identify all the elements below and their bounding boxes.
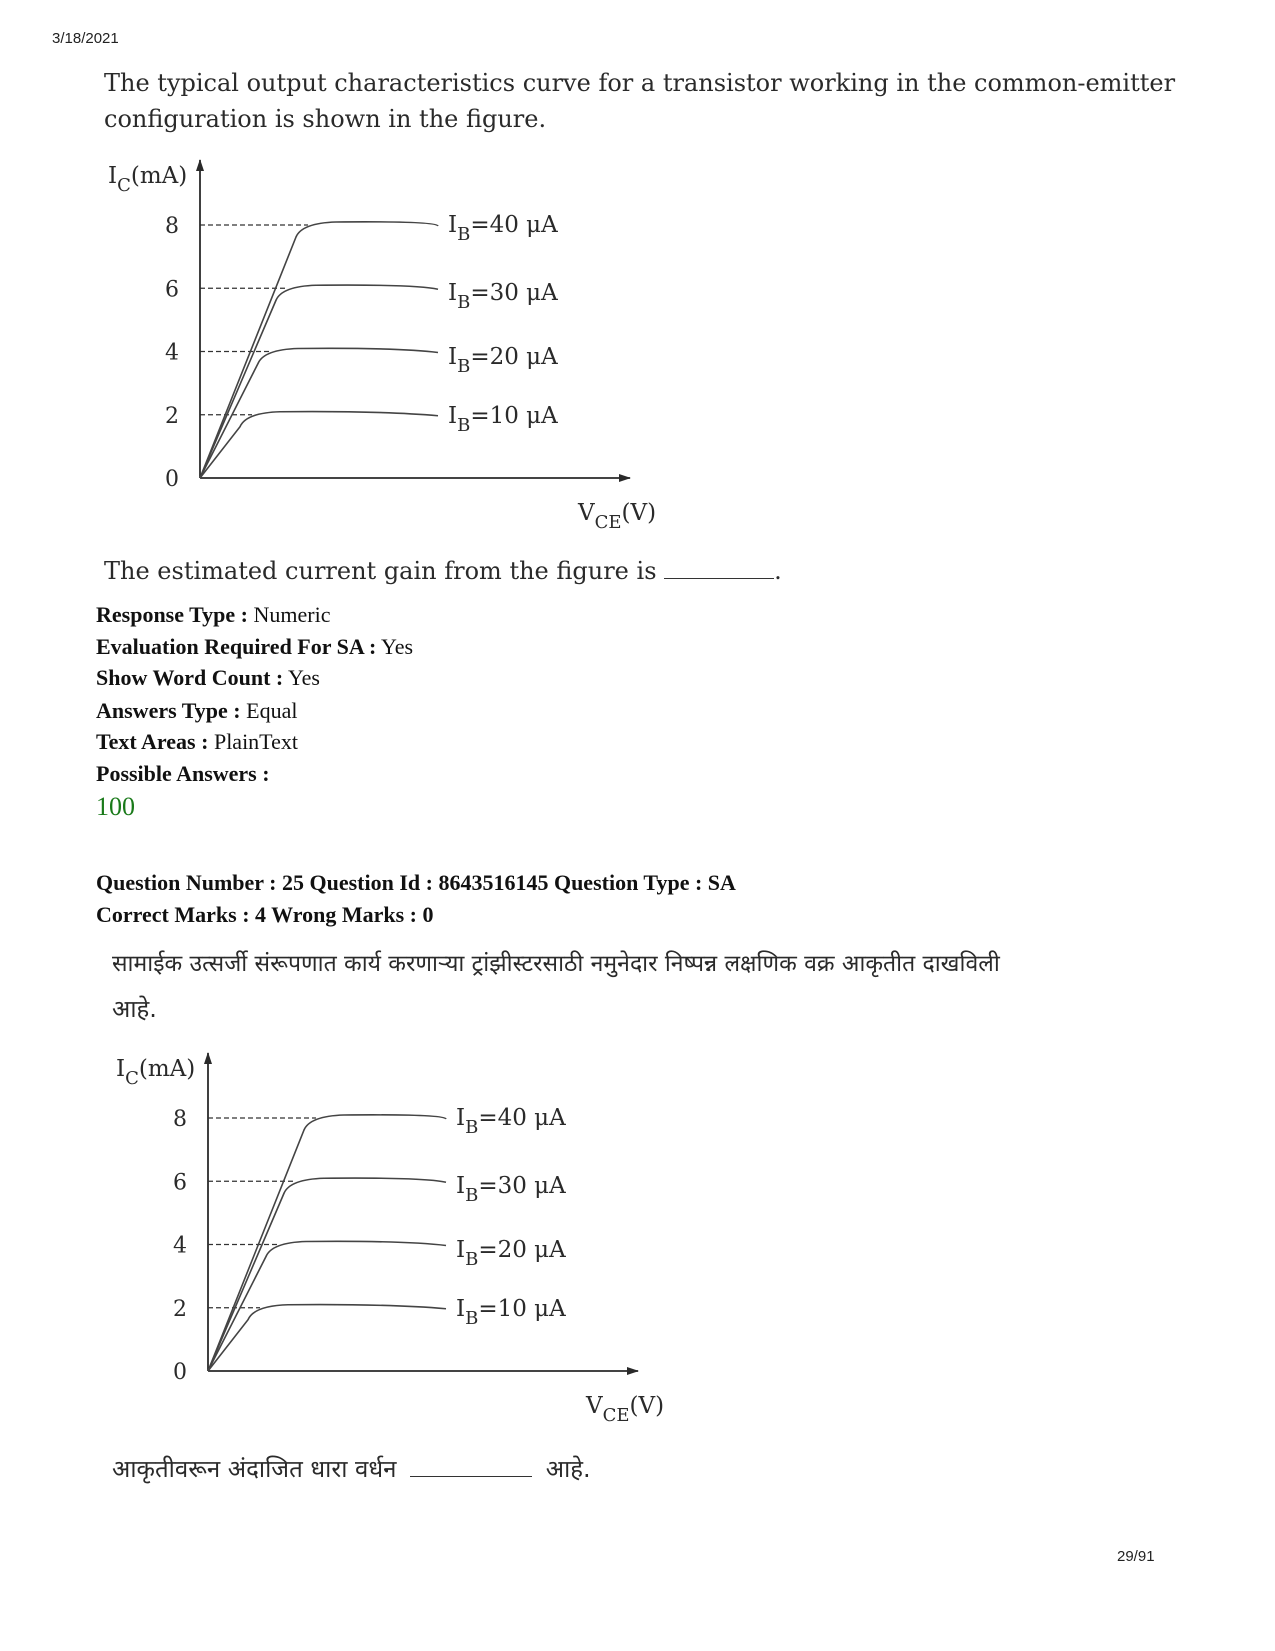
curve-label: $I_B=30$ μA: [448, 280, 558, 313]
text-areas-row: [96, 725, 298, 758]
characteristic-curve: [200, 285, 438, 478]
marathi-answer-blank: [410, 1456, 532, 1477]
marathi-blank-end: आहे.: [545, 1455, 591, 1483]
x-axis-label: $V_{CE}(V)$: [586, 1393, 665, 1426]
possible-answer-value: 100: [96, 792, 135, 821]
curve-label: $I_B=20$ μA: [448, 344, 558, 377]
y-tick-label: 0: [165, 467, 179, 492]
y-axis-label: $I_C(mA)$: [108, 163, 188, 196]
question-text-line-1: The typical output characteristics curve for a transistor working in the common-emitter: [104, 69, 1176, 97]
answers-type-label: Answers Type :: [96, 698, 241, 723]
curve-label: $I_B=20$ μA: [456, 1237, 566, 1270]
marathi-question-line-2: आहे.: [112, 995, 157, 1023]
answers-type-row: [96, 694, 297, 727]
curve-label: $I_B=10$ μA: [456, 1296, 566, 1329]
response-type-row: [96, 598, 330, 631]
y-tick-label: 2: [165, 403, 179, 429]
answer-blank: [664, 558, 774, 579]
y-tick-label: 0: [173, 1360, 187, 1385]
question-blank-line: [104, 552, 782, 590]
response-type-value: Numeric: [253, 602, 331, 627]
evaluation-required-value: Yes: [381, 634, 414, 659]
y-tick-label: 6: [165, 277, 179, 303]
evaluation-required-row: [96, 630, 413, 663]
possible-answers-row: [96, 757, 270, 790]
marathi-blank-line: [112, 1452, 591, 1485]
marathi-question-line-1: सामाईक उत्सर्जी संरूपणात कार्य करणाऱ्या ट्रांझीस्टरसाठी नमुनेदार निष्पन्न लक्षणिक वक्र आकृतीत दाखविली: [112, 951, 1000, 977]
y-tick-label: 8: [173, 1107, 187, 1132]
blank-end: .: [774, 557, 782, 585]
curve-label: $I_B=40$ μA: [456, 1105, 566, 1138]
evaluation-required-label: Evaluation Required For SA :: [96, 634, 377, 659]
y-tick-label: 6: [173, 1170, 187, 1196]
print-date: 3/18/2021: [52, 30, 119, 47]
blank-prompt: The estimated current gain from the figure is: [104, 557, 657, 585]
curve-label: $I_B=40$ μA: [448, 212, 558, 245]
question-header-line-2: Correct Marks : 4 Wrong Marks : 0: [96, 902, 434, 927]
y-tick-label: 2: [173, 1296, 187, 1322]
show-word-count-label: Show Word Count :: [96, 665, 284, 690]
x-axis-label: $V_{CE}(V)$: [578, 500, 657, 533]
show-word-count-row: [96, 661, 320, 694]
y-tick-label: 8: [165, 214, 179, 239]
page-number: 29/91: [1117, 1548, 1155, 1565]
question-header-line-1: Question Number : 25 Question Id : 8643516145 Question Type : SA: [96, 870, 736, 895]
show-word-count-value: Yes: [287, 665, 320, 690]
y-tick-label: 4: [165, 340, 179, 366]
characteristic-curve: [208, 1178, 446, 1371]
y-axis-label: $I_C(mA)$: [116, 1056, 196, 1089]
response-type-label: Response Type :: [96, 602, 248, 627]
characteristic-curve: [200, 412, 438, 478]
text-areas-value: PlainText: [213, 729, 298, 754]
characteristics-figure-english: [100, 150, 680, 535]
curve-label: $I_B=30$ μA: [456, 1173, 566, 1206]
text-areas-label: Text Areas :: [96, 729, 209, 754]
y-tick-label: 4: [173, 1233, 187, 1259]
marathi-blank-prompt: आकृतीवरून अंदाजित धारा वर्धन: [112, 1455, 397, 1483]
characteristics-figure-marathi: [108, 1043, 688, 1428]
question-text-line-2: configuration is shown in the figure.: [104, 105, 547, 133]
characteristic-curve: [208, 1305, 446, 1371]
answers-type-value: Equal: [246, 698, 298, 723]
curve-label: $I_B=10$ μA: [448, 403, 558, 436]
possible-answers-label: Possible Answers :: [96, 761, 270, 786]
